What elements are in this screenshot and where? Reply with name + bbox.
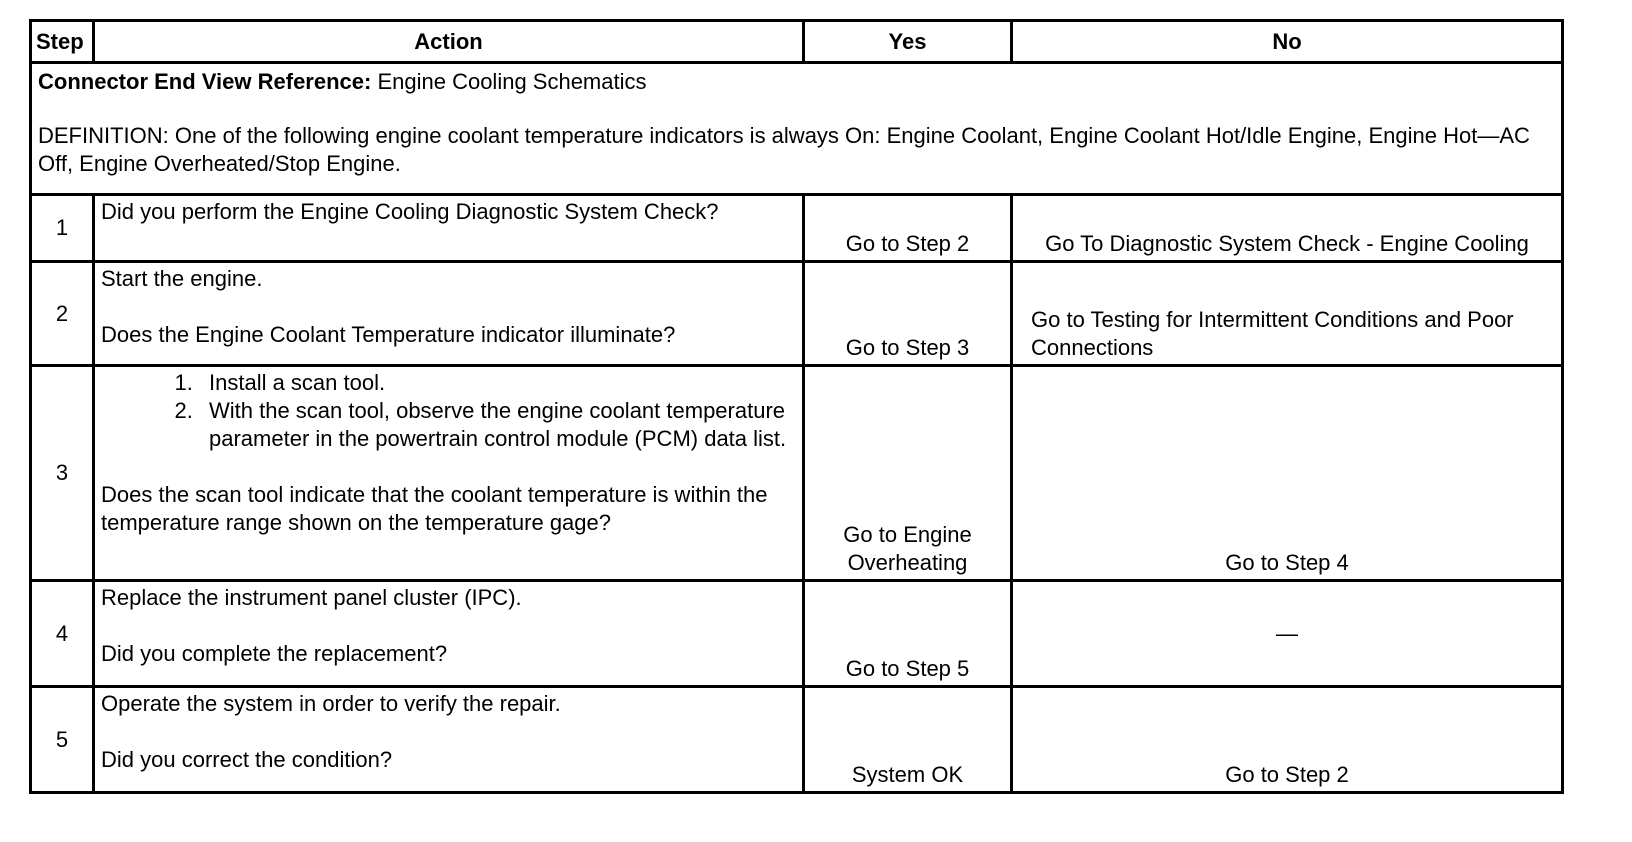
header-action: Action <box>94 21 804 63</box>
action-intro: Replace the instrument panel cluster (IPC). <box>101 585 522 610</box>
table-row <box>31 687 1563 793</box>
action-question: Does the Engine Coolant Temperature indicator illuminate? <box>101 322 676 347</box>
yes-result: Go to Engine Overheating <box>804 366 1012 581</box>
no-result: Go to Step 2 <box>1012 687 1563 793</box>
no-result: Go To Diagnostic System Check - Engine Cooling <box>1012 195 1563 262</box>
step-number: 4 <box>31 581 94 687</box>
action-cell <box>94 581 804 687</box>
action-text: Did you perform the Engine Cooling Diagnostic System Check? <box>94 195 804 262</box>
diagnostic-table <box>29 19 1564 794</box>
reference-row <box>31 63 1563 195</box>
action-question: Did you complete the replacement? <box>101 641 448 666</box>
yes-result: System OK <box>804 687 1012 793</box>
spacer <box>101 612 796 640</box>
action-intro: Operate the system in order to verify the repair. <box>101 691 561 716</box>
step-number: 2 <box>31 262 94 366</box>
table-row <box>31 581 1563 687</box>
action-intro: Start the engine. <box>101 266 263 291</box>
reference-label: Connector End View Reference: <box>38 69 372 94</box>
table-row <box>31 195 1563 262</box>
action-step-item: 2. With the scan tool, observe the engine coolant temperature parameter in the powertrain control module (PCM) data list. <box>199 397 796 453</box>
step-number: 1 <box>31 195 94 262</box>
header-step: Step <box>31 21 94 63</box>
no-result: Go to Testing for Intermittent Conditions and Poor Connections <box>1012 262 1563 366</box>
table-row <box>31 366 1563 581</box>
reference-value: Engine Cooling Schematics <box>371 69 647 94</box>
step-number: 5 <box>31 687 94 793</box>
header-no: No <box>1012 21 1563 63</box>
definition-text: DEFINITION: One of the following engine coolant temperature indicators is always On: Engine Coolant, Engine Coolant Hot/Idle Engine, Engine Hot—AC Off, Engine Overheated/Stop Engine. <box>38 123 1530 176</box>
spacer <box>101 293 796 321</box>
action-question: Did you correct the condition? <box>101 747 393 772</box>
yes-result: Go to Step 2 <box>804 195 1012 262</box>
spacer <box>101 453 796 481</box>
no-result: — <box>1012 581 1563 687</box>
action-step-item: 1. Install a scan tool. <box>199 369 796 397</box>
action-cell <box>94 687 804 793</box>
action-steps-list <box>101 369 796 453</box>
action-cell <box>94 366 804 581</box>
step-number: 3 <box>31 366 94 581</box>
no-result: Go to Step 4 <box>1012 366 1563 581</box>
action-question: Does the scan tool indicate that the coolant temperature is within the temperature range shown on the temperature gage? <box>101 482 768 535</box>
yes-result: Go to Step 3 <box>804 262 1012 366</box>
spacer <box>101 718 796 746</box>
header-yes: Yes <box>804 21 1012 63</box>
table-row <box>31 262 1563 366</box>
reference-cell <box>31 63 1563 195</box>
action-cell <box>94 262 804 366</box>
yes-result: Go to Step 5 <box>804 581 1012 687</box>
header-row <box>31 21 1563 63</box>
